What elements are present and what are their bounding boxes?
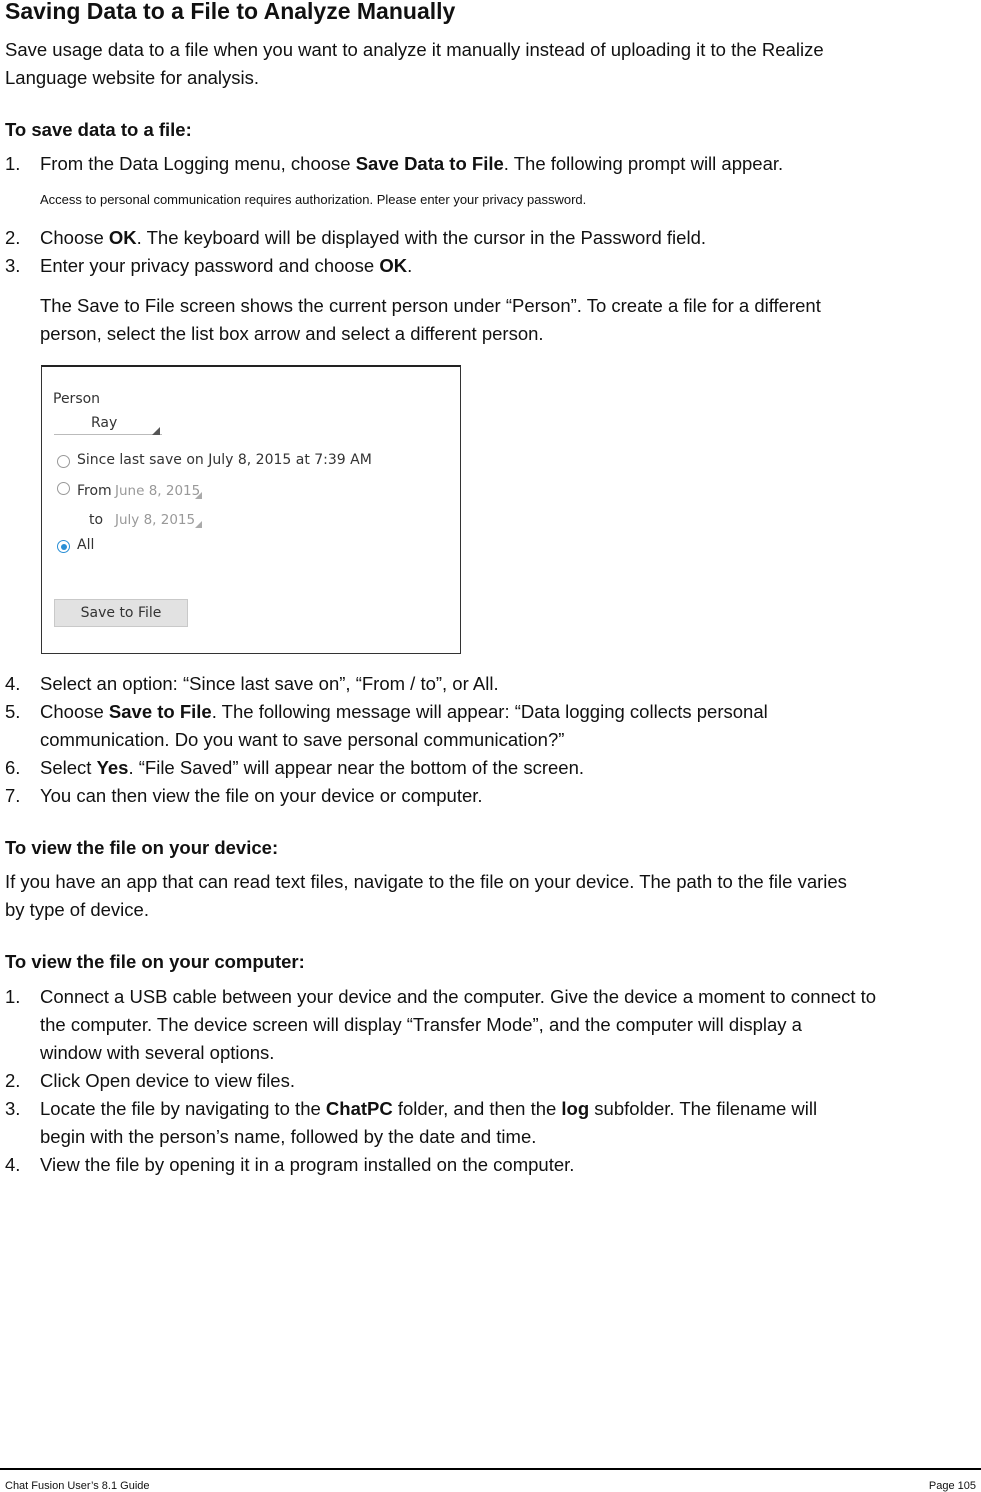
- step-number: 4.: [5, 1154, 21, 1175]
- to-date-field[interactable]: [115, 510, 203, 530]
- footer-guide-title: Chat Fusion User’s 8.1 Guide: [5, 1480, 150, 1492]
- step-number: 4.: [5, 673, 21, 694]
- option-since-last-save: Since last save on July 8, 2015 at 7:39 AM: [77, 452, 372, 468]
- step-number: 2.: [5, 1070, 21, 1091]
- save-to-file-button[interactable]: Save to File: [54, 599, 188, 627]
- person-value: Ray: [91, 415, 118, 431]
- option-all: All: [77, 537, 95, 553]
- save-para-line-1: The Save to File screen shows the current person under “Person”. To create a file for a different: [40, 295, 821, 316]
- step-number: 2.: [5, 227, 21, 248]
- from-date-value: June 8, 2015: [115, 483, 201, 499]
- radio-since-last-save[interactable]: [57, 455, 70, 468]
- intro-line-1: Save usage data to a file when you want to analyze it manually instead of uploading it to the Realize: [5, 39, 824, 60]
- to-date-value: July 8, 2015: [115, 512, 196, 528]
- step-number: 1.: [5, 986, 21, 1007]
- computer-step-1-line-3: window with several options.: [40, 1042, 275, 1063]
- person-dropdown[interactable]: [54, 414, 162, 435]
- radio-from-to[interactable]: [57, 482, 70, 495]
- intro-line-2: Language website for analysis.: [5, 67, 260, 88]
- option-from-label: From: [77, 483, 112, 499]
- step-number: 3.: [5, 255, 21, 276]
- date-arrow-icon[interactable]: [195, 521, 202, 528]
- step-number: 1.: [5, 153, 21, 174]
- save-para-line-2: person, select the list box arrow and select a different person.: [40, 323, 544, 344]
- date-arrow-icon[interactable]: [195, 492, 202, 499]
- page-footer: [0, 1468, 981, 1492]
- computer-step-1-line-2: the computer. The device screen will display “Transfer Mode”, and the computer will display a: [40, 1014, 802, 1035]
- save-step-5-line-2: communication. Do you want to save personal communication?”: [40, 729, 565, 750]
- step-number: 5.: [5, 701, 21, 722]
- step-number: 3.: [5, 1098, 21, 1119]
- step-number: 7.: [5, 785, 21, 806]
- device-para-line-2: by type of device.: [5, 899, 149, 920]
- radio-all[interactable]: [57, 540, 70, 553]
- computer-heading: To view the file on your computer:: [5, 951, 305, 972]
- from-date-field[interactable]: [115, 481, 203, 501]
- computer-step-3-line-2: begin with the person’s name, followed by the date and time.: [40, 1126, 537, 1147]
- footer-page-number: Page 105: [928, 1480, 976, 1492]
- person-label: Person: [53, 391, 101, 407]
- page-title: Saving Data to a File to Analyze Manually: [5, 0, 456, 24]
- device-para-line-1: If you have an app that can read text files, navigate to the file on your device. The path to the file varies: [5, 871, 847, 892]
- dropdown-arrow-icon[interactable]: [152, 427, 160, 435]
- password-prompt-text: Access to personal communication requires authorization. Please enter your privacy password.: [40, 192, 587, 207]
- save-to-file-screenshot: [41, 365, 461, 654]
- save-heading: To save data to a file:: [5, 119, 192, 140]
- step-number: 6.: [5, 757, 21, 778]
- device-heading: To view the file on your device:: [5, 837, 279, 858]
- to-label: to: [89, 512, 104, 528]
